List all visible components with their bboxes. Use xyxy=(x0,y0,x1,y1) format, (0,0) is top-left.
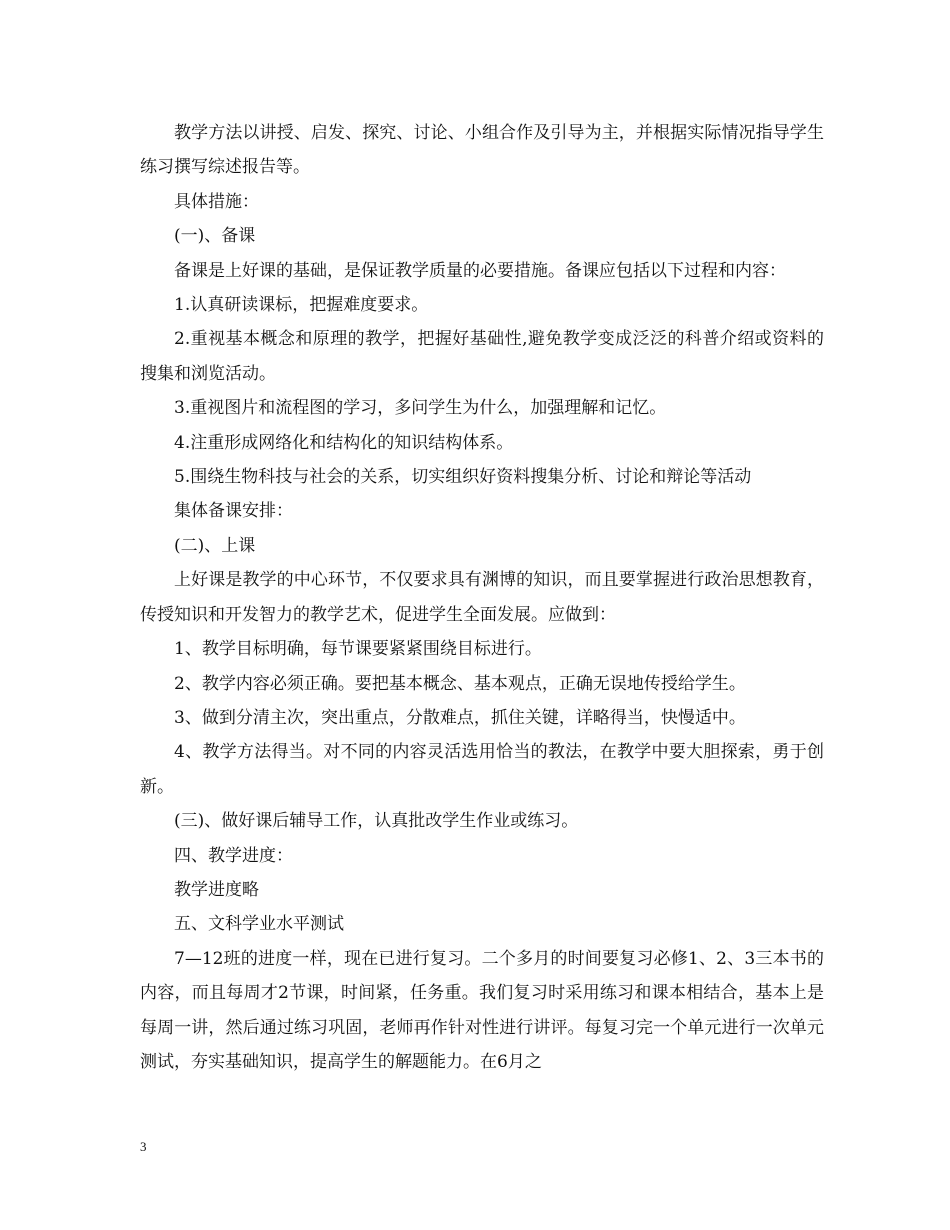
section-heading: (二)、上课 xyxy=(174,535,256,556)
list-item: 4、教学方法得当。对不同的内容灵活选用恰当的教法，在教学中要大胆探索，勇于创新。 xyxy=(140,742,824,797)
paragraph: 上好课是教学的中心环节，不仅要求具有渊博的知识，而且要掌握进行政治思想教育，传授知识和开发智力的教学艺术，促进学生全面发展。应做到： xyxy=(140,570,824,625)
page-number: 3 xyxy=(140,1139,147,1154)
section-heading: (三)、做好课后辅导工作，认真批改学生作业或练习。 xyxy=(174,811,579,832)
paragraph: 具体措施： xyxy=(174,191,259,212)
list-item: 2.重视基本概念和原理的教学，把握好基础性,避免教学变成泛泛的科普介绍或资料的搜集和浏览活动。 xyxy=(140,329,824,384)
paragraph: 教学方法以讲授、启发、探究、讨论、小组合作及引导为主，并根据实际情况指导学生练习撰写综述报告等。 xyxy=(140,123,824,178)
document-body xyxy=(140,116,824,1079)
list-item: 4.注重形成网络化和结构化的知识结构体系。 xyxy=(174,432,514,453)
list-item: 5.围绕生物科技与社会的关系，切实组织好资料搜集分析、讨论和辩论等活动 xyxy=(174,467,752,488)
list-item: 3.重视图片和流程图的学习，多问学生为什么，加强理解和记忆。 xyxy=(174,398,667,419)
section-heading: 五、文科学业水平测试 xyxy=(174,914,344,935)
paragraph: 7—12班的进度一样，现在已进行复习。二个多月的时间要复习必修1、2、3三本书的内容，而且每周才2节课，时间紧，任务重。我们复习时采用练习和课本相结合，基本上是每周一讲，然后通过练习巩固，老师再作针对性进行讲评。每复习完一个单元进行一次单元测试，夯实基础知识，提高学生的解题能力。在6月之 xyxy=(140,948,824,1072)
section-heading: (一)、备课 xyxy=(174,226,256,247)
list-item: 1、教学目标明确，每节课要紧紧围绕目标进行。 xyxy=(174,639,542,660)
paragraph: 备课是上好课的基础，是保证教学质量的必要措施。备课应包括以下过程和内容： xyxy=(174,260,786,281)
list-item: 1.认真研读课标，把握难度要求。 xyxy=(174,295,429,316)
section-heading: 四、教学进度： xyxy=(174,845,293,866)
list-item: 3、做到分清主次，突出重点，分散难点，抓住关键，详略得当，快慢适中。 xyxy=(174,707,746,728)
list-item: 2、教学内容必须正确。要把基本概念、基本观点，正确无误地传授给学生。 xyxy=(174,673,746,694)
paragraph: 集体备课安排： xyxy=(174,501,293,522)
paragraph: 教学进度略 xyxy=(174,879,259,900)
